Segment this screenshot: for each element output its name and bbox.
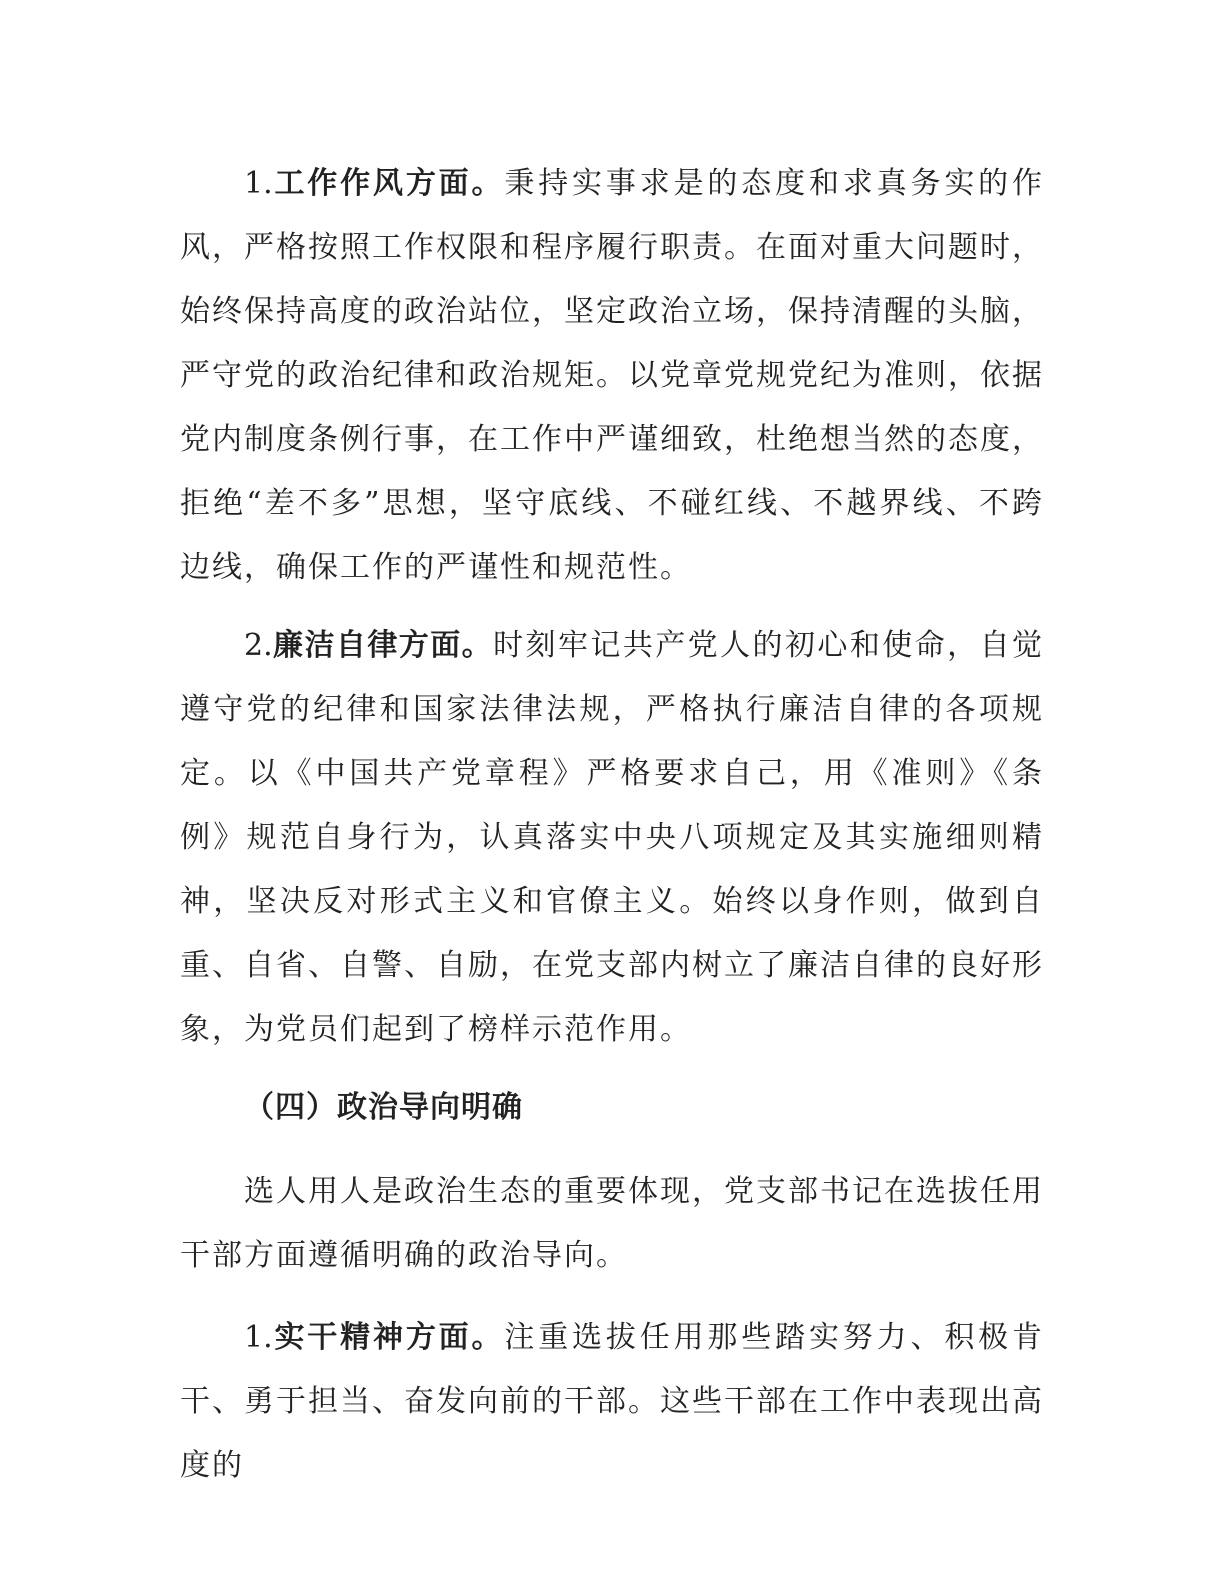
item-body: 秉持实事求是的态度和求真务实的作风，严格按照工作权限和程序履行职责。在面对重大问题时，始终保持高度的政治站位，坚定政治立场，保持清醒的头脑，严守党的政治纪律和政治规矩。以党章党规党纪为准则，依据党内制度条例行事，在工作中严谨细致，杜绝想当然的态度，拒绝“差不多”思想，坚守底线、不碰红线、不越界线、不跨边线，确保工作的严谨性和规范性。 xyxy=(180,166,1045,585)
item-body: 注重选拔任用那些踏实努力、积极肯干、勇于担当、奋发向前的干部。这些干部在工作中表现出高度的 xyxy=(180,1320,1045,1483)
paragraph-integrity xyxy=(180,614,1044,1062)
item-title: 实干精神方面。 xyxy=(272,1320,505,1355)
item-number: 1. xyxy=(244,1320,273,1355)
paragraph-work-style xyxy=(180,152,1044,600)
item-title: 工作作风方面。 xyxy=(272,166,505,201)
item-title: 廉洁自律方面。 xyxy=(272,628,494,663)
section-heading: （四）政治导向明确 xyxy=(244,1090,523,1125)
item-body: 时刻牢记共产党人的初心和使命，自觉遵守党的纪律和国家法律法规，严格执行廉洁自律的各项规定。以《中国共产党章程》严格要求自己，用《准则》《条例》规范自身行为，认真落实中央八项规定及其实施细则精神，坚决反对形式主义和官僚主义。始终以身作则，做到自重、自省、自警、自励，在党支部内树立了廉洁自律的良好形象，为党员们起到了榜样示范作用。 xyxy=(180,628,1045,1047)
paragraph-intro: 选人用人是政治生态的重要体现，党支部书记在选拔任用干部方面遵循明确的政治导向。 xyxy=(180,1174,1044,1273)
paragraph-practical-spirit xyxy=(180,1306,1044,1498)
item-number: 1. xyxy=(244,166,273,201)
item-number: 2. xyxy=(244,628,273,663)
